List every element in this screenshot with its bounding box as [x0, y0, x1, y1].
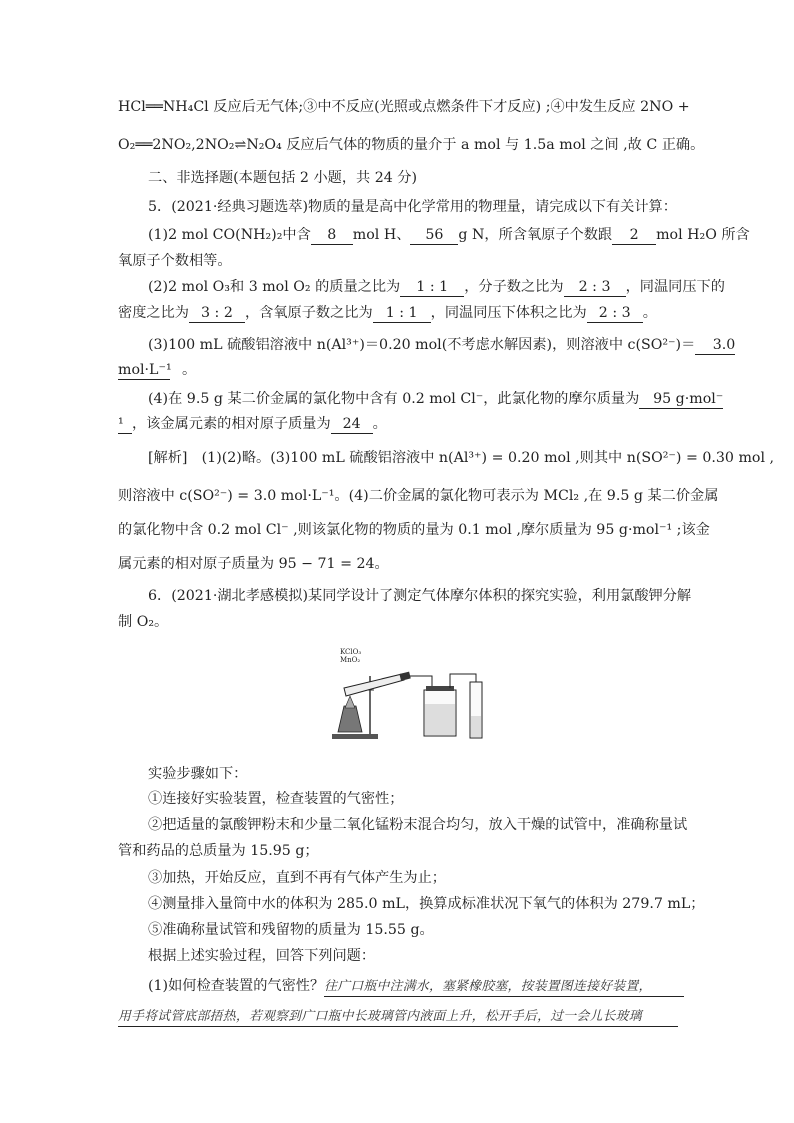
- bottle-water: [425, 704, 455, 735]
- q5-part3: (3)100 mL 硫酸铝溶液中 n(Al³⁺)＝0.20 mol(不考虑水解因素)，则溶液中 c(SO²⁻)＝ 3.0: [148, 337, 736, 353]
- flame-icon: [345, 696, 355, 708]
- answer-blank: 24: [331, 415, 373, 434]
- step-5: ⑤准确称量试管和残留物的质量为 15.55 g。: [148, 922, 434, 938]
- stand-base: [332, 734, 378, 739]
- step-2: ②把适量的氯酸钾粉末和少量二氧化锰粉末混合均匀，放入干燥的试管中，准确称量试: [148, 817, 688, 833]
- answer-blank: 1 : 1: [373, 304, 431, 323]
- figure-label: MnO₂: [340, 656, 361, 664]
- instruction: 根据上述实验过程，回答下列问题：: [148, 948, 376, 964]
- experiment-apparatus-figure: [324, 646, 490, 742]
- q5-part1: (1)2 mol CO(NH₂)₂中含 8 mol H、 56 g N，所含氧原子个数跟 2 mol H₂O 所含: [148, 227, 750, 243]
- explanation-line: [解析] (1)(2)略。(3)100 mL 硫酸铝溶液中 n(Al³⁺) = 0.20 mol ,则其中 n(SO²⁻) = 0.30 mol ,: [148, 450, 774, 466]
- text-line: 氧原子个数相等。: [118, 253, 232, 269]
- delivery-tube: [410, 676, 432, 686]
- explanation-line: 则溶液中 c(SO²⁻) = 3.0 mol·L⁻¹。(4)二价金属的氯化物可表示为 MCl₂ ,在 9.5 g 某二价金属: [118, 488, 719, 504]
- text-line: ¹ ，该金属元素的相对原子质量为 24 。: [118, 416, 387, 432]
- answer-blank: 2 : 3: [564, 278, 626, 297]
- figure-label: KClO₃: [340, 648, 362, 656]
- handwritten-answer: 用手将试管底部捂热，若观察到广口瓶中长玻璃管内液面上升，松开手后，过一会儿长玻璃: [118, 1008, 678, 1027]
- q5-part2: (2)2 mol O₃和 3 mol O₂ 的质量之比为 1 : 1 ，分子数之比为 2 : 3 ，同温同压下的: [148, 279, 725, 295]
- text-line: 制 O₂。: [118, 614, 169, 630]
- steps-title: 实验步骤如下：: [148, 766, 248, 782]
- explanation-line: 属元素的相对原子质量为 95 − 71 = 24。: [118, 556, 389, 572]
- handwritten-answer-line: [118, 1006, 678, 1027]
- text-line: mol·L⁻¹ 。: [118, 362, 197, 378]
- section-heading: 二、非选择题(本题包括 2 小题，共 24 分): [148, 170, 418, 186]
- answer-blank: 2 : 3: [587, 304, 643, 323]
- answer-blank: 1 : 1: [400, 278, 464, 297]
- step-1: ①连接好实验装置，检查装置的气密性；: [148, 791, 404, 807]
- answer-blank: 3.0: [695, 336, 735, 355]
- alcohol-lamp: [338, 706, 362, 732]
- handwritten-answer: 往广口瓶中注满水，塞紧橡胶塞，按装置图连接好装置，: [324, 978, 684, 997]
- step-4: ④测量排入量筒中水的体积为 285.0 mL，换算成标准状况下氧气的体积为 279.7 mL；: [148, 896, 705, 912]
- answer-blank: ¹: [118, 415, 132, 434]
- question-6-stem: 6．(2021·湖北孝感模拟)某同学设计了测定气体摩尔体积的探究实验，利用氯酸钾分解: [148, 588, 692, 604]
- answer-blank: 3 : 2: [189, 304, 245, 323]
- text-line: 密度之比为 3 : 2 ，含氧原子数之比为 1 : 1 ，同温同压下体积之比为 2 : 3 。: [118, 305, 657, 321]
- answer-blank: 56: [410, 226, 458, 245]
- answer-blank: 2: [612, 226, 656, 245]
- cylinder-water: [471, 716, 481, 737]
- q6-part1: (1)如何检查装置的气密性？往广口瓶中注满水，塞紧橡胶塞，按装置图连接好装置，: [148, 976, 684, 997]
- explanation-line: 的氯化物中含 0.2 mol Cl⁻ ,则该氯化物的物质的量为 0.1 mol ,摩尔质量为 95 g·mol⁻¹ ;该金: [118, 522, 710, 538]
- text-line: 管和药品的总质量为 15.95 g；: [118, 843, 319, 859]
- answer-blank: mol·L⁻¹: [118, 362, 172, 378]
- stopper: [399, 672, 410, 681]
- answer-blank: 8: [311, 226, 353, 245]
- q5-part4: (4)在 9.5 g 某二价金属的氯化物中含有 0.2 mol Cl⁻，此氯化物的摩尔质量为 95 g·mol⁻: [148, 391, 724, 407]
- step-3: ③加热，开始反应，直到不再有气体产生为止；: [148, 870, 446, 886]
- text-line: HCl══NH₄Cl 反应后无气体;③中不反应(光照或点燃条件下才反应) ;④中发生反应 2NO +: [118, 99, 690, 115]
- text-line: O₂══2NO₂,2NO₂⇌N₂O₄ 反应后气体的物质的量介于 a mol 与 1.5a mol 之间 ,故 C 正确。: [118, 137, 705, 153]
- question-5-stem: 5．(2021·经典习题选萃)物质的量是高中化学常用的物理量，请完成以下有关计算：: [148, 199, 677, 215]
- answer-blank: 95 g·mol⁻: [639, 390, 723, 409]
- test-tube: [344, 674, 404, 696]
